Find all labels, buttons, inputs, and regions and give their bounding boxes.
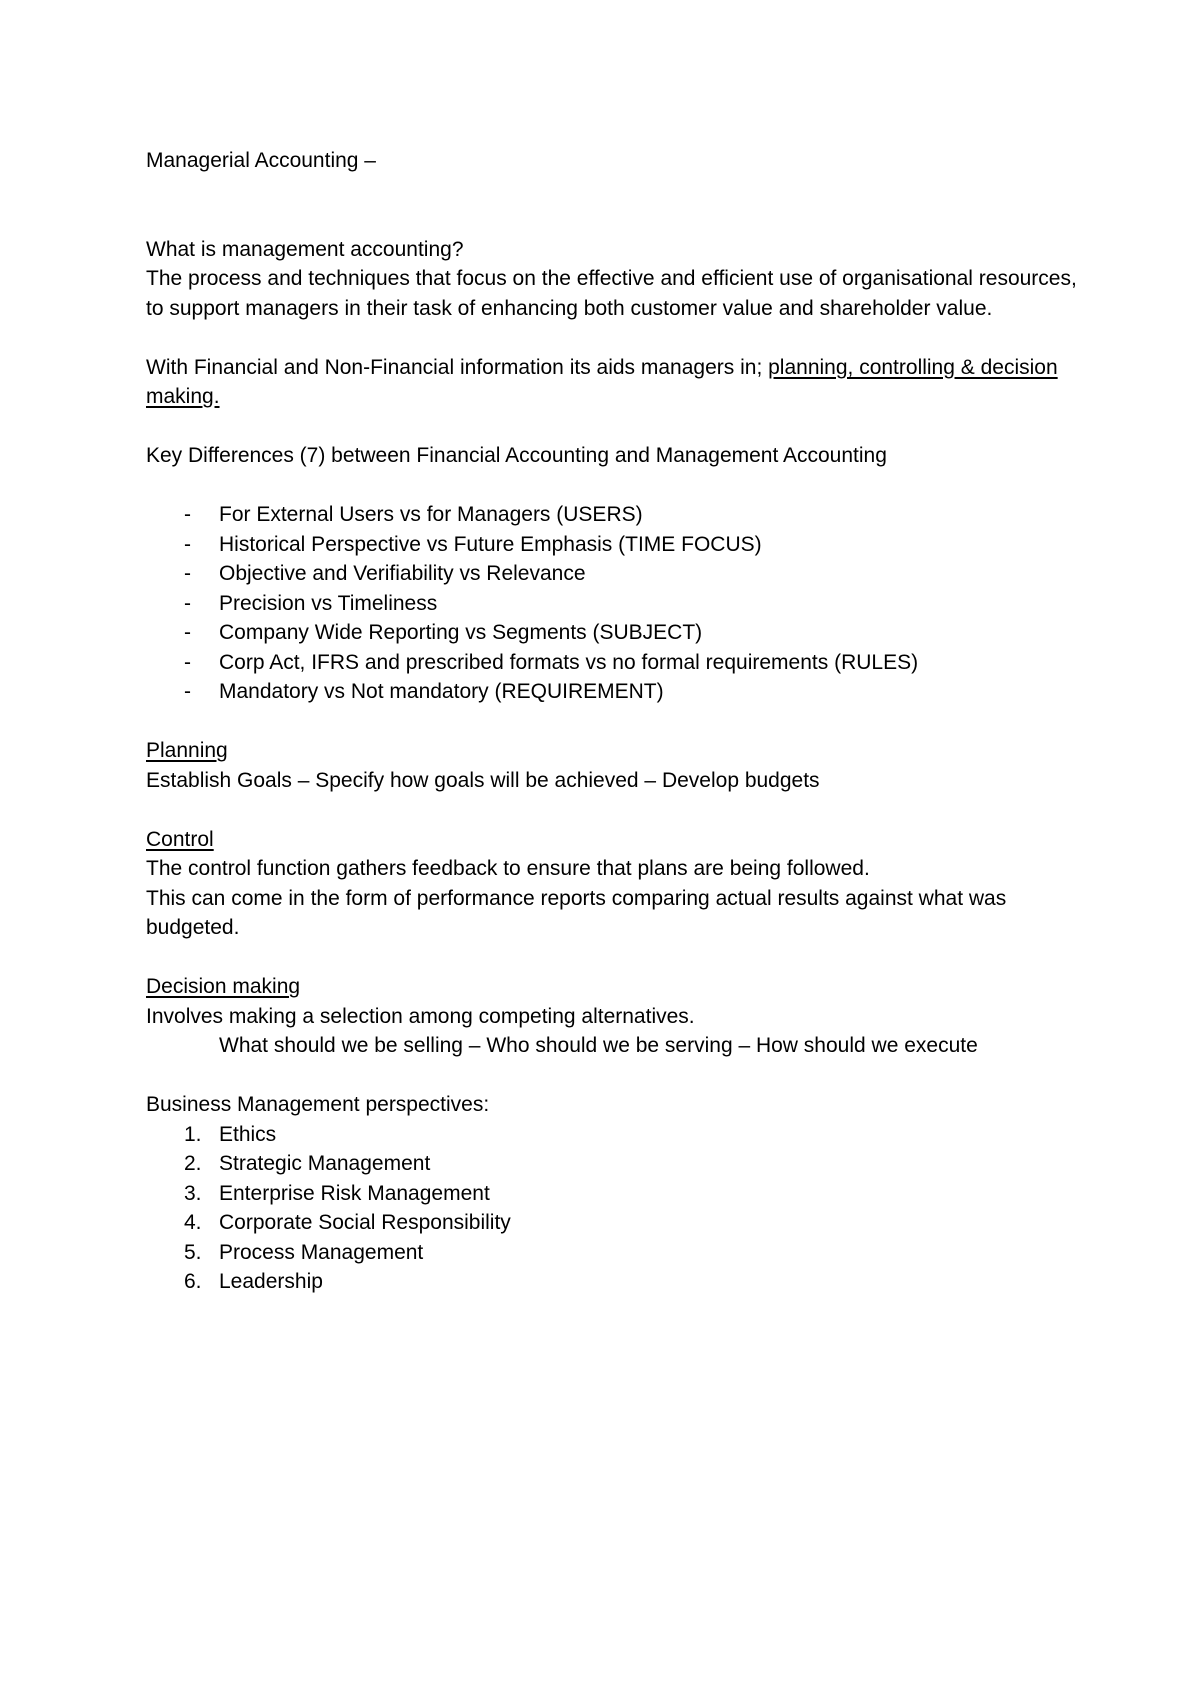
perspectives-list — [146, 1120, 1086, 1297]
perspective-text: Corporate Social Responsibility — [219, 1211, 511, 1234]
decision-heading: Decision making — [146, 975, 301, 998]
control-text-2: This can come in the form of performance reports comparing actual results against what was budgeted. — [146, 886, 1007, 939]
control-heading: Control — [146, 827, 214, 851]
dash-bullet: - — [184, 680, 191, 703]
list-item — [146, 648, 1086, 678]
list-item — [146, 1149, 1086, 1179]
aids-prefix: With Financial and Non-Financial information its aids managers in; — [146, 355, 769, 379]
list-number: 5. — [184, 1240, 202, 1264]
control-text-1: The control function gathers feedback to ensure that plans are being followed. — [146, 857, 870, 880]
list-item — [146, 1238, 1086, 1268]
decision-text-1: Involves making a selection among competing alternatives. — [146, 1004, 695, 1028]
list-number: 4. — [184, 1211, 202, 1234]
perspective-text: Leadership — [219, 1270, 323, 1293]
planning-text: Establish Goals – Specify how goals will be achieved – Develop budgets — [146, 768, 820, 792]
question-text: What is management accounting? — [146, 237, 464, 261]
list-item — [146, 618, 1086, 648]
dash-bullet: - — [184, 562, 191, 585]
difference-text: Precision vs Timeliness — [219, 591, 438, 615]
aids-paragraph — [146, 353, 1086, 412]
difference-text: Historical Perspective vs Future Emphasis (TIME FOCUS) — [219, 532, 762, 556]
dash-bullet: - — [184, 650, 191, 674]
list-item — [146, 500, 1086, 530]
list-item — [146, 530, 1086, 560]
difference-text: Company Wide Reporting vs Segments (SUBJECT) — [219, 621, 703, 644]
list-item — [146, 589, 1086, 619]
list-item — [146, 677, 1086, 707]
dash-bullet: - — [184, 503, 191, 526]
difference-text: Corp Act, IFRS and prescribed formats vs no formal requirements (RULES) — [219, 650, 919, 674]
perspective-text: Process Management — [219, 1240, 424, 1264]
list-item — [146, 1208, 1086, 1238]
differences-list — [146, 500, 1086, 707]
decision-text-2: What should we be selling – Who should we be serving – How should we execute — [219, 1034, 978, 1057]
list-item — [146, 559, 1086, 589]
perspective-text: Strategic Management — [219, 1152, 431, 1175]
difference-text: Objective and Verifiability vs Relevance — [219, 562, 586, 585]
document-page — [146, 146, 1086, 1297]
list-item — [146, 1267, 1086, 1297]
perspective-text: Ethics — [219, 1122, 277, 1146]
aids-underlined: planning, controlling & decision making. — [146, 355, 1058, 408]
differences-heading: Key Differences (7) between Financial Accounting and Management Accounting — [146, 444, 887, 467]
perspectives-heading: Business Management perspectives: — [146, 1093, 490, 1116]
list-item — [146, 1120, 1086, 1150]
list-number: 3. — [184, 1181, 202, 1205]
dash-bullet: - — [184, 591, 191, 615]
list-number: 1. — [184, 1122, 202, 1146]
dash-bullet: - — [184, 532, 191, 556]
definition-text: The process and techniques that focus on the effective and efficient use of organisational resources, to support managers in their task of enhancing both customer value and shareholder value. — [146, 267, 1077, 320]
perspective-text: Enterprise Risk Management — [219, 1181, 490, 1205]
planning-heading: Planning — [146, 739, 228, 762]
difference-text: For External Users vs for Managers (USERS) — [219, 503, 643, 526]
list-number: 6. — [184, 1270, 202, 1293]
difference-text: Mandatory vs Not mandatory (REQUIREMENT) — [219, 680, 664, 703]
document-title: Managerial Accounting – — [146, 149, 376, 172]
list-number: 2. — [184, 1152, 202, 1175]
list-item — [146, 1179, 1086, 1209]
dash-bullet: - — [184, 621, 191, 644]
